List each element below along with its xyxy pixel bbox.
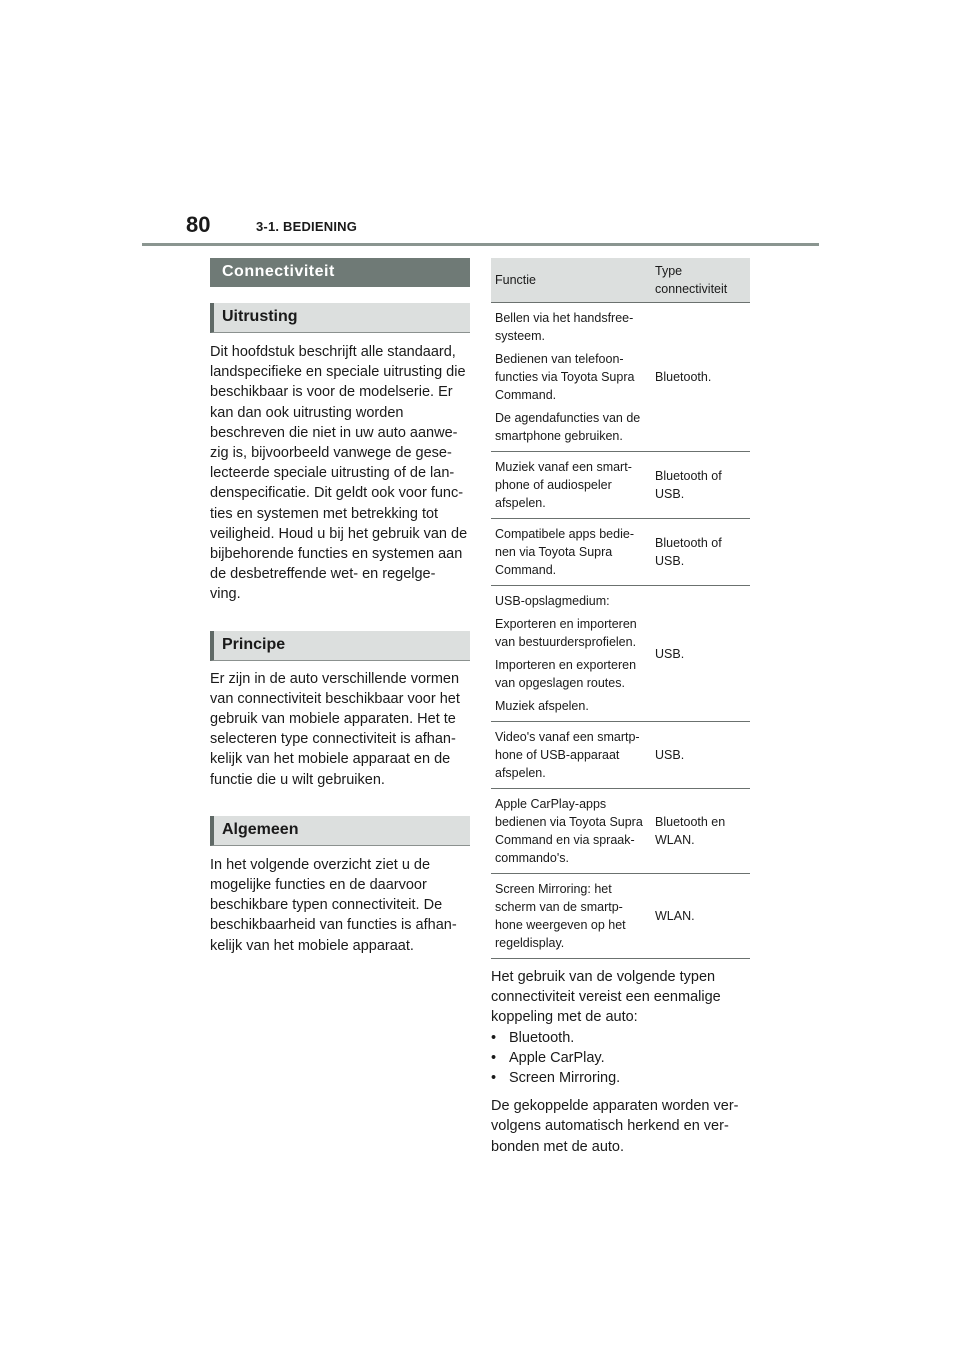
function-text: Screen Mirroring: het scherm van de smartp- hone weergeven op het regeldisplay. [495,882,626,950]
subheading-uitrusting: Uitrusting [210,303,470,333]
list-item [491,1048,750,1068]
type-cell: Bluetooth. [651,303,750,452]
paragraph-pairing: Het gebruik van de volgende typen connectiviteit vereist een eenmalige koppeling met de auto: [491,969,721,1026]
chapter-title: 3-1. BEDIENING [256,219,358,234]
list-item [491,1028,750,1048]
type-cell: USB. [651,722,750,789]
function-text: Muziek vanaf een smart- phone of audiospeler afspelen. [495,460,632,510]
function-cell [491,303,651,452]
list-item-text: Apple CarPlay. [509,1049,605,1066]
table-row [491,874,750,959]
column-header-type: Type connectiviteit [651,258,750,303]
left-column [210,258,470,956]
list-item [491,1068,750,1088]
function-text: Exporteren en importeren van bestuurdersprofielen. [495,617,637,649]
bullet-mark: • [491,1029,497,1046]
bullet-list [491,1028,750,1089]
subheading-principe: Principe [210,631,470,661]
function-text: Video's vanaf een smartp- hone of USB-apparaat afspelen. [495,730,640,780]
function-text: Compatibele apps bedie- nen via Toyota Supra Command. [495,527,634,577]
function-text: Apple CarPlay-apps bedienen via Toyota Supra Command en via spraak- commando's. [495,797,643,865]
table-header-row [491,258,750,303]
paragraph-principe: Er zijn in de auto verschillende vormen van connectiviteit beschikbaar voor het gebruik van mobiele apparaten. Het te selecteren type connectiviteit is afhan- kelijk van het mobiele apparaat en de functie die u wilt gebruiken. [210,670,460,788]
function-cell [491,452,651,519]
type-cell: Bluetooth en WLAN. [651,789,750,874]
table-row [491,303,750,452]
subheading-algemeen: Algemeen [210,816,470,846]
paragraph-uitrusting: Dit hoofdstuk beschrijft alle standaard, landspecifieke en speciale uitrusting die beschikbaar is voor de modelserie. Er kan dan ook uitrusting worden beschreven die niet in uw auto aanwe- zig is, bijvoorbeeld vanwege de gese- lecteerde speciale uitrusting of de lan- denspecificatie. Dit geldt ook voor func- ties en systemen met betrekking tot veiligheid. Houd u bij het gebruik van de bijbehorende functies en systemen aan de desbetreffende wet- en regelge- ving. [210,344,468,603]
header-rule [142,243,819,246]
function-cell [491,586,651,722]
function-text: Bedienen van telefoon- functies via Toyota Supra Command. [495,352,635,402]
table-row [491,519,750,586]
page-number: 80 [186,212,211,237]
type-cell: Bluetooth of USB. [651,519,750,586]
bullet-mark: • [491,1049,497,1066]
function-text: Muziek afspelen. [495,699,589,713]
connectivity-table [491,258,750,959]
list-item-text: Bluetooth. [509,1029,575,1046]
paragraph-auto-connect: De gekoppelde apparaten worden ver- volgens automatisch herkend en ver- bonden met de auto. [491,1098,739,1155]
function-cell [491,874,651,959]
list-item-text: Screen Mirroring. [509,1070,621,1087]
function-cell [491,789,651,874]
table-row [491,452,750,519]
type-cell: Bluetooth of USB. [651,452,750,519]
function-cell [491,519,651,586]
right-column [491,258,750,1157]
section-title: Connectiviteit [210,258,470,287]
table-row [491,789,750,874]
function-cell [491,722,651,789]
bullet-mark: • [491,1070,497,1087]
type-cell: WLAN. [651,874,750,959]
function-text: USB-opslagmedium: [495,594,610,608]
function-text: Importeren en exporteren van opgeslagen routes. [495,658,637,690]
column-header-function: Functie [491,258,651,303]
table-row [491,586,750,722]
function-text: Bellen via het handsfree- systeem. [495,311,634,343]
paragraph-algemeen: In het volgende overzicht ziet u de mogelijke functies en de daarvoor beschikbare typen connectiviteit. De beschikbaarheid van functies is afhan- kelijk van het mobiele apparaat. [210,856,457,954]
type-cell: USB. [651,586,750,722]
function-text: De agendafuncties van de smartphone gebruiken. [495,411,641,443]
table-row [491,722,750,789]
